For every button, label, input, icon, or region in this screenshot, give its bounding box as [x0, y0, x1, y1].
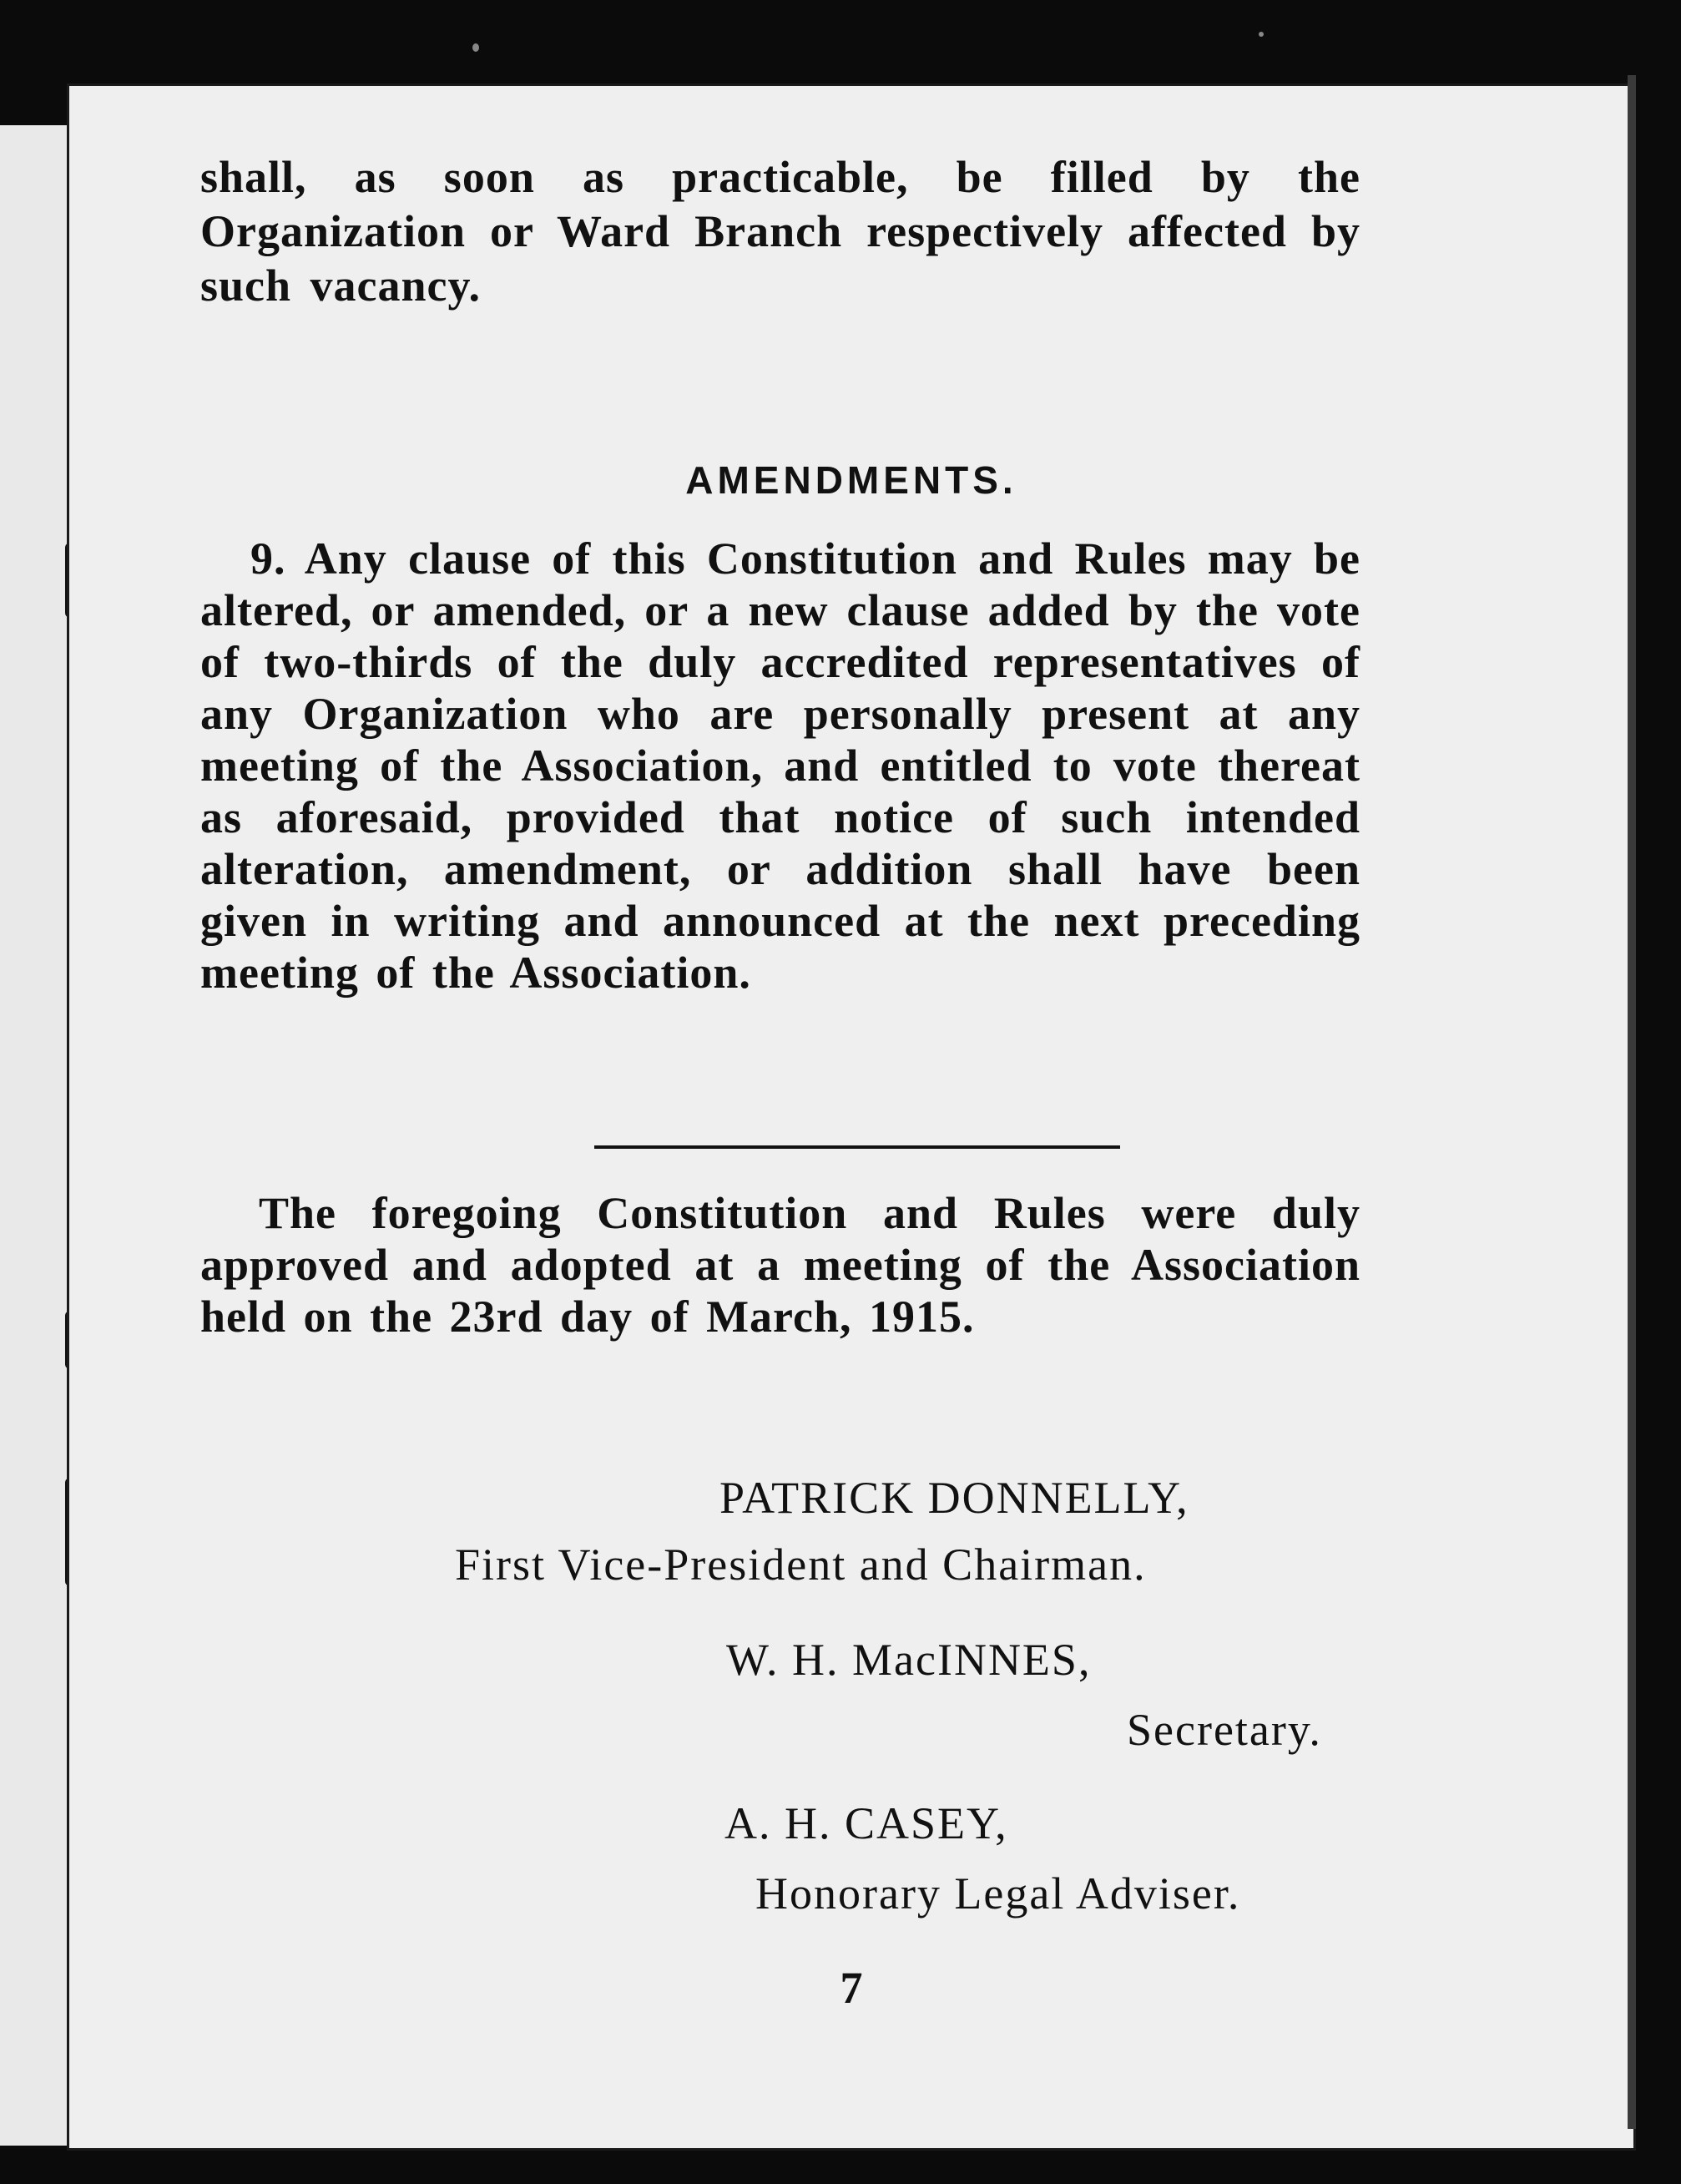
signatory-name-casey: A. H. CASEY, [724, 1798, 1008, 1848]
dust-speck [1259, 32, 1264, 37]
clause-9-paragraph [200, 533, 1360, 998]
clause-text: Any clause of this Constitution and Rules may be altered, or amended, or a new clause added by the vote of two-thirds of the duly accredited representatives of any Organization who are personally present at any meeting of the Association, and entitled to vote thereat as aforesaid, provided that notice of such intended alteration, amendment, or addition shall have been given in writing and announced at the next preceding meeting of the Association. [200, 533, 1360, 998]
clause-number: 9. [250, 533, 286, 584]
signatory-name-donnelly: PATRICK DONNELLY, [719, 1473, 1189, 1523]
adoption-paragraph: The foregoing Constitution and Rules were duly approved and adopted at a meeting of the Association held on the 23rd day of March, 1915. [200, 1188, 1360, 1342]
dust-speck [472, 43, 479, 52]
intro-paragraph: shall, as soon as practicable, be filled by the Organization or Ward Branch respectively affected by such vacancy. [200, 152, 1360, 311]
facing-page-edge [0, 125, 74, 2146]
section-heading-amendments: AMENDMENTS. [685, 458, 1017, 502]
signatory-title-casey: Honorary Legal Adviser. [755, 1868, 1241, 1919]
page-edge-shadow [1628, 75, 1636, 2129]
section-divider [594, 1145, 1120, 1149]
signatory-title-macinnes: Secretary. [1127, 1705, 1322, 1755]
page-number: 7 [840, 1963, 863, 2013]
signatory-title-donnelly: First Vice-President and Chairman. [455, 1539, 1147, 1590]
signatory-name-macinnes: W. H. MacINNES, [726, 1635, 1092, 1685]
